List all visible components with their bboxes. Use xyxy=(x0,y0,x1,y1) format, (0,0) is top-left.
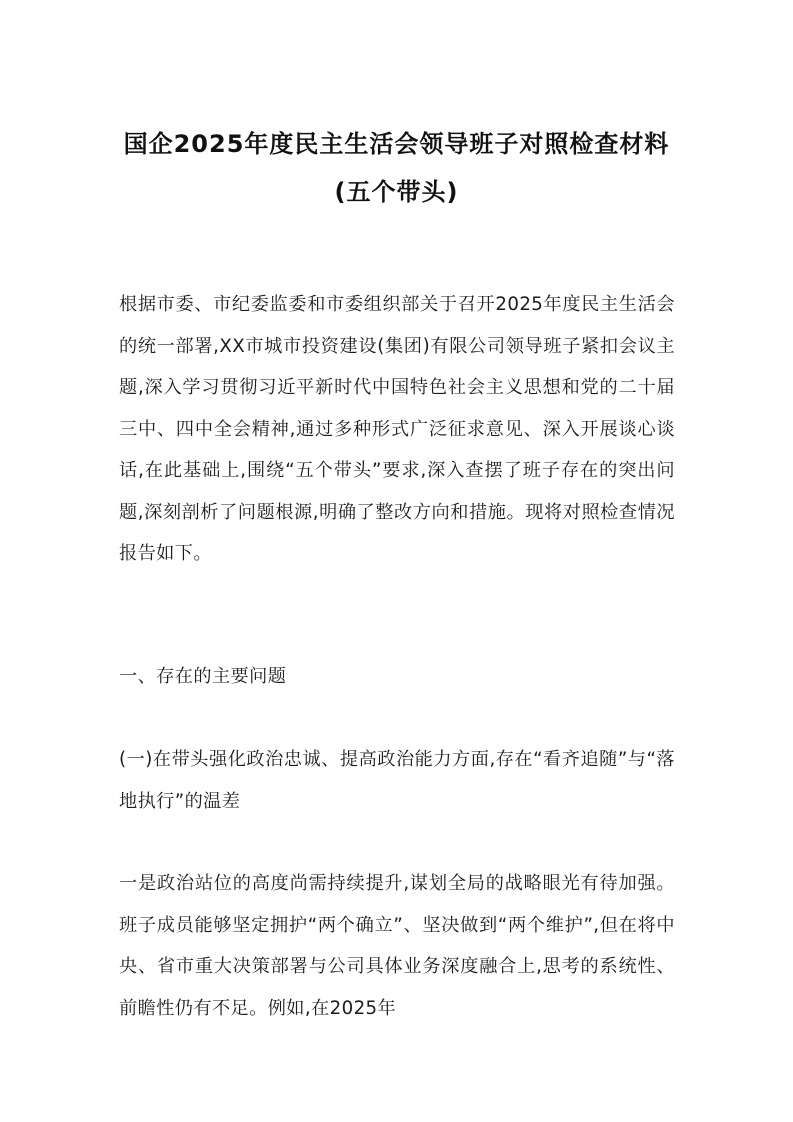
section-heading: 一、存在的主要问题 xyxy=(119,666,287,687)
subsection-heading: (一)在带头强化政治忠诚、提高政治能力方面,存在“看齐追随”与“落地执行”的温差 xyxy=(119,749,675,812)
body-paragraph: 一是政治站位的高度尚需持续提升,谋划全局的战略眼光有待加强。班子成员能够坚定拥护“两个确立”、坚决做到“两个维护”,但在将中央、省市重大决策部署与公司具体业务深度融合上,思考的系统性、前瞻性仍有不足。例如,在2025年 xyxy=(119,873,675,1019)
intro-paragraph: 根据市委、市纪委监委和市委组织部关于召开2025年度民主生活会的统一部署,XX市城市投资建设(集团)有限公司领导班子紧扣会议主题,深入学习贯彻习近平新时代中国特色社会主义思想和党的二十届三中、四中全会精神,通过多种形式广泛征求意见、深入开展谈心谈话,在此基础上,围绕“五个带头”要求,深入查摆了班子存在的突出问题,深刻剖析了问题根源,明确了整改方向和措施。现将对照检查情况报告如下。 xyxy=(119,294,675,564)
document-title: 国企2025年度民主生活会领导班子对照检查材料(五个带头) xyxy=(123,130,670,206)
